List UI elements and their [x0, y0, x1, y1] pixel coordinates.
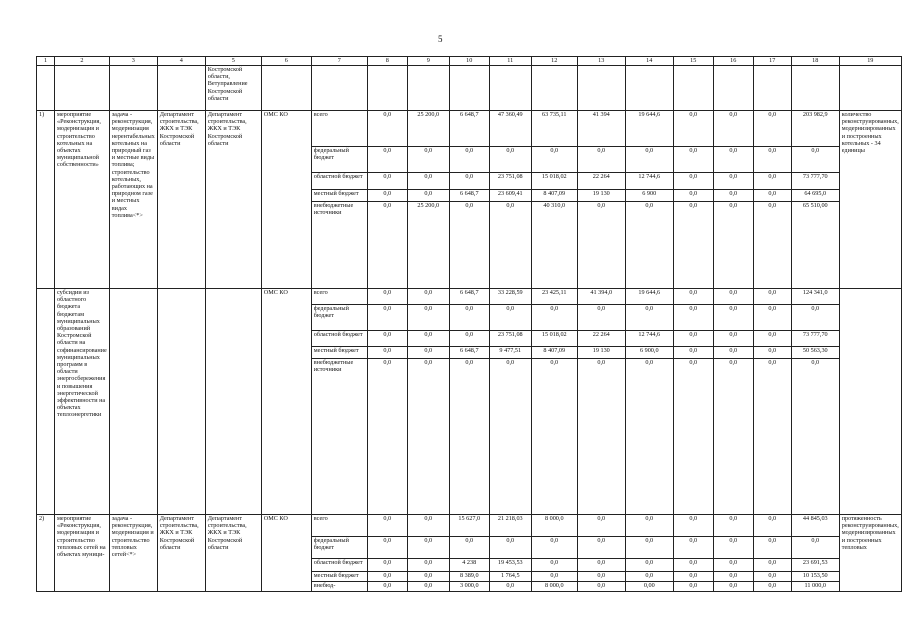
amount-cell: 0,0 — [367, 190, 407, 202]
column-number-7: 7 — [311, 57, 367, 66]
amount-cell: 0,0 — [753, 331, 791, 347]
funding-source-label: федеральный бюджет — [311, 537, 367, 559]
amount-cell: 23 751,08 — [489, 173, 531, 190]
amount-cell: 0,0 — [713, 515, 753, 537]
amount-cell: 0,0 — [367, 305, 407, 331]
carry-over-empty-cell — [625, 66, 673, 111]
amount-cell: 0,0 — [489, 202, 531, 289]
amount-cell: 0,0 — [449, 331, 489, 347]
carry-over-empty-cell — [577, 66, 625, 111]
amount-cell: 0,0 — [713, 559, 753, 572]
column-number-12: 12 — [531, 57, 577, 66]
column-number-13: 13 — [577, 57, 625, 66]
amount-cell: 0,0 — [673, 147, 713, 173]
amount-cell: 6 648,7 — [449, 289, 489, 305]
funding-source-label: всего — [311, 111, 367, 147]
co-executor: Департамент строительства, ЖКХ и ТЭК Костромской области — [205, 515, 261, 592]
amount-cell: 0,0 — [367, 147, 407, 173]
amount-cell: 8 000,0 — [531, 515, 577, 537]
amount-cell: 0,0 — [713, 359, 753, 515]
amount-cell: 23 425,11 — [531, 289, 577, 305]
amount-cell: 33 228,59 — [489, 289, 531, 305]
amount-cell: 0,0 — [753, 582, 791, 592]
amount-cell: 0,0 — [673, 347, 713, 359]
amount-cell: 0,0 — [577, 537, 625, 559]
amount-cell: 0,0 — [753, 147, 791, 173]
amount-cell: 0,0 — [713, 347, 753, 359]
task-description — [109, 289, 157, 515]
amount-cell: 25 200,0 — [407, 202, 449, 289]
amount-cell: 3 000,0 — [449, 582, 489, 592]
carry-over-empty-cell — [791, 66, 839, 111]
participant: ОМС КО — [261, 289, 311, 515]
amount-cell: 0,0 — [407, 173, 449, 190]
amount-cell: 0,0 — [449, 305, 489, 331]
amount-cell: 12 744,6 — [625, 331, 673, 347]
carry-over-empty-cell — [37, 66, 55, 111]
amount-cell: 0,0 — [577, 305, 625, 331]
amount-cell: 0,0 — [753, 537, 791, 559]
amount-cell: 0,0 — [407, 289, 449, 305]
funding-source-label: внебюджетные источники — [311, 202, 367, 289]
amount-cell: 0,0 — [625, 305, 673, 331]
carry-over-empty-cell — [489, 66, 531, 111]
target-indicator — [839, 289, 901, 515]
amount-cell: 8 389,0 — [449, 572, 489, 582]
column-number-2: 2 — [55, 57, 110, 66]
amount-cell: 0,0 — [531, 305, 577, 331]
column-number-9: 9 — [407, 57, 449, 66]
amount-cell: 0,0 — [673, 515, 713, 537]
carry-over-empty-cell — [367, 66, 407, 111]
column-number-5: 5 — [205, 57, 261, 66]
amount-cell: 0,0 — [367, 537, 407, 559]
amount-cell: 0,0 — [753, 111, 791, 147]
amount-cell: 6 900 — [625, 190, 673, 202]
column-number-15: 15 — [673, 57, 713, 66]
amount-cell: 0,0 — [407, 582, 449, 592]
amount-cell: 12 744,6 — [625, 173, 673, 190]
amount-cell: 23 751,08 — [489, 331, 531, 347]
amount-cell: 0,00 — [625, 582, 673, 592]
column-number-18: 18 — [791, 57, 839, 66]
carry-over-empty-cell — [753, 66, 791, 111]
amount-cell: 0,0 — [449, 202, 489, 289]
amount-cell: 10 153,50 — [791, 572, 839, 582]
column-number-1: 1 — [37, 57, 55, 66]
amount-cell: 73 777,70 — [791, 331, 839, 347]
amount-cell: 0,0 — [531, 559, 577, 572]
column-number-17: 17 — [753, 57, 791, 66]
amount-cell: 0,0 — [407, 331, 449, 347]
amount-cell: 23 609,41 — [489, 190, 531, 202]
amount-cell: 0,0 — [367, 359, 407, 515]
amount-cell: 0,0 — [753, 202, 791, 289]
amount-cell: 0,0 — [489, 359, 531, 515]
funding-source-label: внебюджетные источники — [311, 359, 367, 515]
amount-cell: 0,0 — [449, 537, 489, 559]
amount-cell: 0,0 — [673, 289, 713, 305]
amount-cell: 0,0 — [625, 515, 673, 537]
amount-cell: 11 000,0 — [791, 582, 839, 592]
amount-cell: 0,0 — [449, 359, 489, 515]
responsible-executor: Департамент строительства, ЖКХ и ТЭК Костромской области — [157, 111, 205, 289]
amount-cell: 41 394,0 — [577, 289, 625, 305]
amount-cell: 0,0 — [673, 331, 713, 347]
amount-cell: 8 000,0 — [531, 582, 577, 592]
amount-cell: 0,0 — [713, 173, 753, 190]
amount-cell: 0,0 — [577, 559, 625, 572]
column-number-6: 6 — [261, 57, 311, 66]
carry-over-row — [37, 66, 902, 111]
amount-cell: 19 644,6 — [625, 289, 673, 305]
amount-cell: 0,0 — [625, 202, 673, 289]
amount-cell: 0,0 — [673, 582, 713, 592]
amount-cell: 6 648,7 — [449, 190, 489, 202]
amount-cell: 0,0 — [753, 572, 791, 582]
amount-cell: 0,0 — [673, 190, 713, 202]
amount-cell: 15 018,02 — [531, 173, 577, 190]
responsible-executor: Департамент строительства, ЖКХ и ТЭК Костромской области — [157, 515, 205, 592]
amount-cell: 22 264 — [577, 331, 625, 347]
amount-cell: 73 777,70 — [791, 173, 839, 190]
section-number: 2) — [37, 515, 55, 592]
column-number-14: 14 — [625, 57, 673, 66]
funding-source-label: местный бюджет — [311, 190, 367, 202]
amount-cell: 0,0 — [577, 359, 625, 515]
amount-cell: 0,0 — [713, 572, 753, 582]
funding-source-label: федеральный бюджет — [311, 147, 367, 173]
amount-cell: 0,0 — [367, 582, 407, 592]
amount-cell: 64 695,0 — [791, 190, 839, 202]
column-number-11: 11 — [489, 57, 531, 66]
amount-cell: 0,0 — [577, 582, 625, 592]
funding-source-label: местный бюджет — [311, 572, 367, 582]
amount-cell: 0,0 — [367, 515, 407, 537]
amount-cell: 8 407,09 — [531, 190, 577, 202]
amount-cell: 0,0 — [713, 537, 753, 559]
amount-cell: 0,0 — [489, 537, 531, 559]
amount-cell: 0,0 — [407, 359, 449, 515]
measure-name: субсидии из областного бюджета бюджетам муниципальных образований Костромской области на софинансирование муниципальных программ в области энергосбережения и повышения энергетической эффективности на объектах теплоэнергетики — [55, 289, 110, 515]
amount-cell: 47 360,49 — [489, 111, 531, 147]
amount-cell: 0,0 — [625, 359, 673, 515]
amount-cell: 0,0 — [791, 359, 839, 515]
amount-cell: 124 341,0 — [791, 289, 839, 305]
amount-cell: 19 130 — [577, 190, 625, 202]
amount-cell: 0,0 — [753, 515, 791, 537]
amount-cell: 0,0 — [673, 202, 713, 289]
funding-source-label: внебюд- — [311, 582, 367, 592]
amount-cell: 0,0 — [407, 515, 449, 537]
amount-cell: 0,0 — [753, 559, 791, 572]
participant: ОМС КО — [261, 111, 311, 289]
amount-cell: 0,0 — [367, 173, 407, 190]
amount-cell: 1 764,5 — [489, 572, 531, 582]
amount-cell: 0,0 — [673, 559, 713, 572]
carry-over-empty-cell — [261, 66, 311, 111]
funding-source-label: областной бюджет — [311, 173, 367, 190]
amount-cell: 0,0 — [791, 305, 839, 331]
amount-cell: 0,0 — [367, 572, 407, 582]
section-2-row-1 — [37, 289, 902, 305]
funding-source-label: местный бюджет — [311, 347, 367, 359]
amount-cell: 0,0 — [531, 359, 577, 515]
amount-cell: 0,0 — [489, 305, 531, 331]
amount-cell: 0,0 — [753, 305, 791, 331]
amount-cell: 0,0 — [407, 147, 449, 173]
amount-cell: 0,0 — [367, 559, 407, 572]
carry-over-empty-cell — [311, 66, 367, 111]
amount-cell: 0,0 — [713, 289, 753, 305]
amount-cell: 203 982,9 — [791, 111, 839, 147]
target-indicator: протяженность реконструированных, модернизированных и построенных тепловых — [839, 515, 901, 592]
amount-cell: 63 735,11 — [531, 111, 577, 147]
amount-cell: 0,0 — [531, 537, 577, 559]
amount-cell: 0,0 — [753, 190, 791, 202]
amount-cell: 0,0 — [367, 202, 407, 289]
amount-cell: 0,0 — [577, 572, 625, 582]
amount-cell: 40 310,0 — [531, 202, 577, 289]
amount-cell: 0,0 — [673, 572, 713, 582]
amount-cell: 65 510,00 — [791, 202, 839, 289]
program-table — [36, 56, 902, 592]
amount-cell: 0,0 — [407, 559, 449, 572]
column-number-3: 3 — [109, 57, 157, 66]
amount-cell: 19 130 — [577, 347, 625, 359]
responsible-executor — [157, 289, 205, 515]
amount-cell: 0,0 — [489, 582, 531, 592]
amount-cell: 0,0 — [367, 347, 407, 359]
amount-cell: 0,0 — [713, 331, 753, 347]
amount-cell: 0,0 — [673, 305, 713, 331]
amount-cell: 0,0 — [791, 537, 839, 559]
amount-cell: 0,0 — [713, 111, 753, 147]
amount-cell: 41 394 — [577, 111, 625, 147]
measure-name: мероприятие «Реконструкция, модернизация и строительство котельных на объектах муниципальной собственности» — [55, 111, 110, 289]
amount-cell: 0,0 — [407, 190, 449, 202]
funding-source-label: федеральный бюджет — [311, 305, 367, 331]
carry-over-executor: Костромской области, Ветуправление Костромской области — [205, 66, 261, 111]
funding-source-label: всего — [311, 289, 367, 305]
task-description: задача - реконструкция, модернизация нерентабельных котельных на природный газ и местные виды топлива; строительство котельных, работающих на природном газе и местных видах топлива<*> — [109, 111, 157, 289]
amount-cell: 0,0 — [673, 173, 713, 190]
amount-cell: 0,0 — [367, 289, 407, 305]
section-number: 1) — [37, 111, 55, 289]
amount-cell: 15 627,0 — [449, 515, 489, 537]
amount-cell: 44 845,03 — [791, 515, 839, 537]
amount-cell: 0,0 — [753, 359, 791, 515]
amount-cell: 0,0 — [407, 537, 449, 559]
carry-over-empty-cell — [157, 66, 205, 111]
amount-cell: 0,0 — [673, 359, 713, 515]
amount-cell: 4 238 — [449, 559, 489, 572]
carry-over-empty-cell — [531, 66, 577, 111]
funding-source-label: областной бюджет — [311, 331, 367, 347]
carry-over-empty-cell — [839, 66, 901, 111]
column-number-8: 8 — [367, 57, 407, 66]
amount-cell: 0,0 — [713, 305, 753, 331]
amount-cell: 9 477,51 — [489, 347, 531, 359]
amount-cell: 0,0 — [531, 147, 577, 173]
measure-name: мероприятие «Реконструкция, модернизация и строительство тепловых сетей на объектах муници- — [55, 515, 110, 592]
section-number — [37, 289, 55, 515]
amount-cell: 22 264 — [577, 173, 625, 190]
amount-cell: 0,0 — [625, 559, 673, 572]
amount-cell: 0,0 — [753, 173, 791, 190]
section-1-row-1 — [37, 111, 902, 147]
carry-over-empty-cell — [109, 66, 157, 111]
carry-over-empty-cell — [55, 66, 110, 111]
amount-cell: 0,0 — [625, 537, 673, 559]
amount-cell: 0,0 — [407, 572, 449, 582]
participant: ОМС КО — [261, 515, 311, 592]
co-executor: Департамент строительства, ЖКХ и ТЭК Костромской области — [205, 111, 261, 289]
amount-cell: 0,0 — [625, 572, 673, 582]
amount-cell: 0,0 — [449, 147, 489, 173]
amount-cell: 0,0 — [577, 515, 625, 537]
funding-source-label: областной бюджет — [311, 559, 367, 572]
header-row — [37, 57, 902, 66]
task-description: задача - реконструкция, модернизация и строительство тепловых сетей<*> — [109, 515, 157, 592]
amount-cell: 15 018,02 — [531, 331, 577, 347]
amount-cell: 0,0 — [531, 572, 577, 582]
amount-cell: 0,0 — [753, 289, 791, 305]
amount-cell: 6 648,7 — [449, 111, 489, 147]
amount-cell: 0,0 — [577, 147, 625, 173]
amount-cell: 0,0 — [489, 147, 531, 173]
carry-over-empty-cell — [713, 66, 753, 111]
funding-source-label: всего — [311, 515, 367, 537]
amount-cell: 0,0 — [753, 347, 791, 359]
amount-cell: 0,0 — [713, 190, 753, 202]
amount-cell: 0,0 — [791, 147, 839, 173]
amount-cell: 6 648,7 — [449, 347, 489, 359]
amount-cell: 0,0 — [713, 202, 753, 289]
column-number-16: 16 — [713, 57, 753, 66]
amount-cell: 23 691,53 — [791, 559, 839, 572]
page-number: 5 — [438, 34, 443, 44]
amount-cell: 0,0 — [625, 147, 673, 173]
amount-cell: 19 453,53 — [489, 559, 531, 572]
carry-over-empty-cell — [449, 66, 489, 111]
amount-cell: 50 563,30 — [791, 347, 839, 359]
amount-cell: 0,0 — [713, 147, 753, 173]
amount-cell: 0,0 — [367, 331, 407, 347]
co-executor — [205, 289, 261, 515]
section-3-row-1 — [37, 515, 902, 537]
carry-over-empty-cell — [407, 66, 449, 111]
amount-cell: 0,0 — [449, 173, 489, 190]
amount-cell: 0,0 — [367, 111, 407, 147]
amount-cell: 21 218,03 — [489, 515, 531, 537]
column-number-19: 19 — [839, 57, 901, 66]
amount-cell: 8 407,09 — [531, 347, 577, 359]
amount-cell: 6 900,0 — [625, 347, 673, 359]
column-number-4: 4 — [157, 57, 205, 66]
column-number-10: 10 — [449, 57, 489, 66]
target-indicator: количество реконструированных, модернизированных и построенных котельных - 34 единицы — [839, 111, 901, 289]
amount-cell: 25 200,0 — [407, 111, 449, 147]
amount-cell: 19 644,6 — [625, 111, 673, 147]
carry-over-empty-cell — [673, 66, 713, 111]
amount-cell: 0,0 — [673, 537, 713, 559]
amount-cell: 0,0 — [713, 582, 753, 592]
amount-cell: 0,0 — [673, 111, 713, 147]
amount-cell: 0,0 — [407, 347, 449, 359]
amount-cell: 0,0 — [577, 202, 625, 289]
amount-cell: 0,0 — [407, 305, 449, 331]
